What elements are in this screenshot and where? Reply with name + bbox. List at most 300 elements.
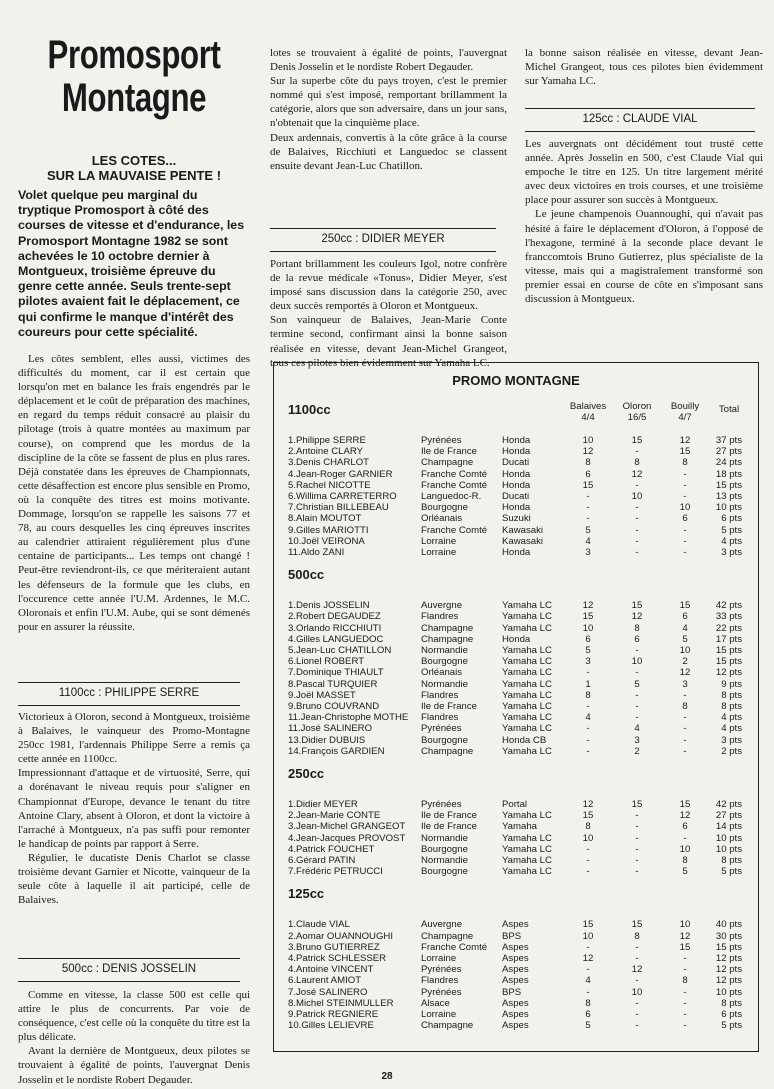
points-oloron: - [635, 941, 639, 953]
points-balaives: - [586, 855, 590, 866]
motorcycle: Yamaha LC [502, 745, 552, 757]
points-total: 3 pts [721, 734, 742, 746]
rider-name: 2.Aomar OUANNOUGHI [288, 930, 394, 942]
points-oloron: - [635, 866, 639, 878]
paragraph-125-1: Les auvergnats ont décidément tout trusté cette année. Après Josselin en 500, c'est Claude Vial qui empoche le titre en 125. Un titre largement mérité avec deux victoires en trois courses, et une troisième place pour assurer son succès à Montgueux. [525, 138, 763, 207]
points-oloron: - [635, 855, 639, 866]
motorcycle: Aspes [502, 975, 529, 987]
title-line-2: Montagne [61, 76, 207, 120]
region: Champagne [421, 633, 474, 645]
subheadline [18, 153, 250, 183]
points-balaives: 8 [585, 997, 591, 1009]
points-total: 6 pts [721, 513, 742, 525]
table-row [274, 656, 758, 667]
motorcycle: BPS [502, 930, 522, 942]
region: Bourgogne [421, 656, 468, 668]
region: Flandres [421, 611, 459, 623]
page-number: 28 [381, 1071, 393, 1082]
motorcycle: Yamaha LC [502, 723, 552, 735]
rider-name: 7.Dominique THIAULT [288, 667, 384, 679]
motorcycle: Yamaha LC [502, 678, 552, 690]
section-heading-250: 250cc : DIDIER MEYER [270, 228, 496, 252]
motorcycle: Honda [502, 502, 531, 514]
points-balaives: - [586, 843, 590, 855]
points-bouilly: - [683, 953, 687, 964]
points-oloron: - [635, 689, 639, 701]
motorcycle: Yamaha LC [502, 855, 552, 866]
points-oloron: 15 [631, 919, 643, 931]
points-bouilly: 10 [679, 919, 691, 931]
motorcycle: Yamaha LC [502, 712, 552, 724]
rider-name: 1.Claude VIAL [288, 919, 350, 931]
paragraph-500-2: Avant la dernière de Montgueux, deux pilotes se trouvaient à égalité de points, l'auvergnat Denis Josselin et le nordiste Robert Degauder. [18, 1045, 250, 1086]
paragraph-125-2: Le jeune champenois Ouannoughi, qui n'avait pas hésité à faire le déplacement d'Oloron, à l'opposé de l'hexagone, terminé à la seconde place devant le franccomtois Bruno Gutierrez, plus spécialiste de la vitesse, mais qui a magistralement transformé son premier essai en course de côte en s'imposant sans discussion à Montgueux. [525, 208, 763, 306]
rider-name: 2.Jean-Marie CONTE [288, 810, 381, 822]
region: Normandie [421, 678, 468, 690]
table-row [274, 1009, 758, 1020]
column-header: Bouilly 4/7 [670, 401, 700, 423]
table-row [274, 833, 758, 844]
rider-name: 6.Lionel ROBERT [288, 656, 365, 668]
table-row [274, 810, 758, 821]
points-balaives: 8 [585, 821, 591, 833]
points-bouilly: 4 [682, 622, 688, 634]
rider-name: 6.Gérard PATIN [288, 855, 356, 866]
region: Normandie [421, 645, 468, 656]
points-bouilly: - [683, 832, 687, 844]
title-line-1: Promosport [47, 33, 221, 77]
rider-name: 7.Frédéric PETRUCCI [288, 866, 383, 878]
region: Flandres [421, 975, 459, 987]
region: Ile de France [421, 446, 477, 458]
motorcycle: Aspes [502, 964, 529, 976]
points-bouilly: - [683, 734, 687, 746]
points-total: 33 pts [715, 611, 742, 623]
table-row [274, 469, 758, 480]
motorcycle: Kawasaki [502, 535, 544, 547]
region: Franche Comté [421, 479, 488, 491]
motorcycle: Honda [502, 468, 531, 480]
rider-name: 7.José SALINERO [288, 986, 368, 998]
points-total: 37 pts [715, 435, 742, 446]
points-bouilly: 8 [682, 701, 688, 712]
points-balaives: 10 [582, 930, 594, 942]
points-total: 4 pts [721, 723, 742, 735]
rider-name: 5.Jean-Luc CHATILLON [288, 645, 392, 656]
points-total: 2 pts [721, 745, 742, 757]
points-bouilly: 3 [682, 678, 688, 690]
points-bouilly: - [683, 547, 687, 558]
subhead-line-1: LES COTES... [91, 153, 177, 168]
motorcycle: Honda [502, 633, 531, 645]
points-oloron: 5 [634, 678, 640, 690]
points-oloron: - [635, 832, 639, 844]
points-balaives: 5 [585, 524, 591, 536]
rider-name: 11.Jean-Christophe MOTHE [288, 712, 409, 724]
category-heading: 1100cc [288, 402, 331, 417]
motorcycle: Aspes [502, 953, 529, 964]
points-total: 12 pts [715, 975, 742, 987]
paragraph-250-continued: la bonne saison réalisée en vitesse, devant Jean-Michel Grangeot, tous ces pilotes bien évidemment sur Yamaha LC. [525, 47, 763, 88]
points-balaives: 4 [585, 712, 591, 724]
table-row [274, 513, 758, 524]
points-balaives: 6 [585, 468, 591, 480]
points-oloron: 15 [631, 435, 643, 446]
points-oloron: - [635, 953, 639, 964]
table-row [274, 998, 758, 1009]
rider-name: 4.Gilles LANGUEDOC [288, 633, 384, 645]
rider-name: 6.Laurent AMIOT [288, 975, 362, 987]
rider-name: 8.Pascal TURQUIER [288, 678, 378, 690]
motorcycle: Aspes [502, 919, 529, 931]
rider-name: 1.Didier MEYER [288, 799, 358, 810]
points-total: 24 pts [715, 457, 742, 469]
points-bouilly: - [683, 723, 687, 735]
points-oloron: - [635, 821, 639, 833]
points-balaives: 10 [582, 435, 594, 446]
points-balaives: 10 [582, 832, 594, 844]
table-row [274, 1020, 758, 1031]
region: Pyrénées [421, 723, 462, 735]
table-row [274, 611, 758, 622]
points-balaives: - [586, 491, 590, 502]
points-oloron: 12 [631, 468, 643, 480]
points-total: 40 pts [715, 919, 742, 931]
table-row [274, 735, 758, 746]
points-bouilly: 12 [679, 810, 691, 822]
points-total: 5 pts [721, 1020, 742, 1032]
rider-name: 4.Antoine VINCENT [288, 964, 374, 976]
table-row [274, 536, 758, 547]
points-total: 17 pts [715, 633, 742, 645]
rider-name: 2.Robert DEGAUDEZ [288, 611, 381, 623]
motorcycle: Honda [502, 479, 531, 491]
lead-paragraph: Volet quelque peu marginal du tryptique Promosport à côté des courses de vitesse et d'endurance, les Promosport Montagne 1982 se sont achevées le 10 octobre dernier à Montgueux, troisième épreuve du genre cette année. Seuls trente-sept pilotes avaient fait le déplacement, ce qui confirme le manque d'intérêt des coureurs pour cette spécialité. [18, 188, 245, 339]
points-total: 10 pts [715, 986, 742, 998]
column-header: Oloron 16/5 [622, 401, 652, 423]
table-row [274, 723, 758, 734]
motorcycle: Yamaha [502, 821, 538, 833]
points-bouilly: 6 [682, 821, 688, 833]
motorcycle: Yamaha LC [502, 810, 552, 822]
motorcycle: Yamaha LC [502, 645, 552, 656]
points-bouilly: 10 [679, 502, 691, 514]
points-total: 14 pts [715, 821, 742, 833]
table-row [274, 866, 758, 877]
points-bouilly: 15 [679, 941, 691, 953]
table-row [274, 502, 758, 513]
points-bouilly: - [683, 479, 687, 491]
table-row [274, 821, 758, 832]
region: Lorraine [421, 1009, 457, 1020]
points-total: 8 pts [721, 689, 742, 701]
points-oloron: - [635, 712, 639, 724]
table-row [274, 987, 758, 998]
table-row [274, 634, 758, 645]
paragraph-1100-2: Impressionnant d'attaque et de virtuosité, Serre, qui a dorénavant le niveau requis pour s'aligner en Championnat d'Europe, devance le tenant du titre Antoine Clary, absent à Oloron, et dont la victoire à l'arraché à Montgueux, n'a pas suffi pour remonter le handicap de points par rapport à Serre. [18, 767, 250, 850]
motorcycle: Ducati [502, 491, 530, 502]
motorcycle: Portal [502, 799, 528, 810]
points-oloron: - [635, 502, 639, 514]
rider-name: 10.Gilles LELIEVRE [288, 1020, 374, 1032]
points-balaives: 12 [582, 953, 594, 964]
points-oloron: 10 [631, 986, 643, 998]
points-balaives: 4 [585, 535, 591, 547]
points-bouilly: 5 [682, 866, 688, 878]
motorcycle: Aspes [502, 1009, 529, 1020]
region: Auvergne [421, 919, 463, 931]
paragraph-500-4: Deux ardennais, convertis à la côte grâce à la course de Balaives, Ricchiuti et Languedoc se classent ensuite devant Jean-Luc Chatillon. [270, 131, 507, 172]
points-balaives: 4 [585, 975, 591, 987]
rider-name: 11.Aldo ZANI [288, 547, 345, 558]
points-total: 10 pts [715, 832, 742, 844]
points-balaives: - [586, 701, 590, 712]
motorcycle: Yamaha LC [502, 622, 552, 634]
region: Pyrénées [421, 799, 462, 810]
points-bouilly: 10 [679, 843, 691, 855]
rider-name: 3.Bruno GUTIERREZ [288, 941, 380, 953]
section-heading-1100: 1100cc : PHILIPPE SERRE [18, 682, 240, 706]
points-total: 4 pts [721, 712, 742, 724]
points-balaives: 5 [585, 1020, 591, 1032]
rider-name: 9.Gilles MARIOTTI [288, 524, 369, 536]
points-balaives: - [586, 734, 590, 746]
points-bouilly: 8 [682, 855, 688, 866]
rider-name: 5.Rachel NICOTTE [288, 479, 371, 491]
points-bouilly: 8 [682, 975, 688, 987]
points-total: 12 pts [715, 667, 742, 679]
table-row [274, 623, 758, 634]
points-total: 10 pts [715, 502, 742, 514]
region: Flandres [421, 712, 459, 724]
motorcycle: Ducati [502, 457, 530, 469]
region: Normandie [421, 832, 468, 844]
motorcycle: Yamaha LC [502, 866, 552, 878]
region: Lorraine [421, 547, 457, 558]
points-total: 12 pts [715, 964, 742, 976]
rider-name: 9.Patrick REGNIERE [288, 1009, 379, 1020]
motorcycle: Honda [502, 547, 531, 558]
region: Lorraine [421, 535, 457, 547]
points-bouilly: - [683, 986, 687, 998]
motorcycle: Honda [502, 435, 531, 446]
points-balaives: 6 [585, 633, 591, 645]
motorcycle: Aspes [502, 941, 529, 953]
points-oloron: - [635, 997, 639, 1009]
paragraph-1100-1: Victorieux à Oloron, second à Montgueux, troisième à Balaives, le vainqueur des Promo-Montagne 250cc 1981, l'ardennais Philippe Serre a remis ça cette année en 1100cc. [18, 711, 250, 766]
points-oloron: 3 [634, 734, 640, 746]
points-total: 27 pts [715, 446, 742, 458]
table-row [274, 844, 758, 855]
region: Ile de France [421, 821, 477, 833]
table-title: PROMO MONTAGNE [452, 373, 580, 388]
points-oloron: 12 [631, 611, 643, 623]
region: Champagne [421, 457, 474, 469]
rider-name: 9.Joël MASSET [288, 689, 356, 701]
rider-name: 4.Patrick FOUCHET [288, 843, 375, 855]
rider-name: 13.Didier DUBUIS [288, 734, 366, 746]
region: Champagne [421, 622, 474, 634]
region: Bourgogne [421, 843, 468, 855]
points-oloron: 10 [631, 491, 643, 502]
points-total: 15 pts [715, 645, 742, 656]
table-row [274, 446, 758, 457]
points-balaives: 10 [582, 622, 594, 634]
points-bouilly: - [683, 491, 687, 502]
table-row [274, 600, 758, 611]
table-row [274, 645, 758, 656]
region: Bourgogne [421, 866, 468, 878]
motorcycle: Kawasaki [502, 524, 544, 536]
motorcycle: Aspes [502, 997, 529, 1009]
table-row [274, 712, 758, 723]
points-total: 30 pts [715, 930, 742, 942]
points-oloron: - [635, 667, 639, 679]
points-bouilly: 15 [679, 799, 691, 810]
category-heading: 125cc [288, 886, 325, 902]
motorcycle: Yamaha LC [502, 701, 552, 712]
region: Pyrénées [421, 986, 462, 998]
points-balaives: 8 [585, 689, 591, 701]
points-total: 12 pts [715, 953, 742, 964]
points-oloron: - [635, 513, 639, 525]
region: Bourgogne [421, 502, 468, 514]
rider-name: 2.Antoine CLARY [288, 446, 364, 458]
points-oloron: - [635, 446, 639, 458]
points-bouilly: 12 [679, 667, 691, 679]
region: Champagne [421, 745, 474, 757]
column-header: Balaives 4/4 [569, 401, 607, 423]
points-bouilly: 15 [679, 600, 691, 612]
points-total: 6 pts [721, 1009, 742, 1020]
points-balaives: - [586, 941, 590, 953]
points-oloron: - [635, 645, 639, 656]
points-balaives: 15 [582, 810, 594, 822]
region: Franche Comté [421, 468, 488, 480]
rider-name: 4.Patrick SCHLESSER [288, 953, 387, 964]
points-oloron: 6 [634, 633, 640, 645]
rider-name: 8.Michel STEINMULLER [288, 997, 394, 1009]
points-oloron: 8 [634, 457, 640, 469]
table-row [274, 679, 758, 690]
points-bouilly: 2 [682, 656, 688, 668]
points-oloron: - [635, 810, 639, 822]
region: Bourgogne [421, 734, 468, 746]
rider-name: 3.Jean-Michel GRANGEOT [288, 821, 406, 833]
points-total: 9 pts [721, 678, 742, 690]
points-balaives: - [586, 745, 590, 757]
region: Lorraine [421, 953, 457, 964]
region: Pyrénées [421, 964, 462, 976]
points-bouilly: - [683, 689, 687, 701]
region: Ile de France [421, 701, 477, 712]
paragraph-1100-3: Régulier, le ducatiste Denis Charlot se classe troisième devant Garnier et Nicotte, vainqueur de la seule côte à laquelle il ait participé, celle de Balaives. [18, 851, 250, 907]
region: Ile de France [421, 810, 477, 822]
rider-name: 8.Alain MOUTOT [288, 513, 362, 525]
points-bouilly: - [683, 712, 687, 724]
motorcycle: Aspes [502, 1020, 529, 1032]
motorcycle: Yamaha LC [502, 656, 552, 668]
rider-name: 1.Philippe SERRE [288, 435, 366, 446]
rider-name: 3.Denis CHARLOT [288, 457, 370, 469]
points-oloron: - [635, 1009, 639, 1020]
table-row [274, 855, 758, 866]
points-oloron: 10 [631, 656, 643, 668]
points-bouilly: 8 [682, 457, 688, 469]
points-total: 5 pts [721, 524, 742, 536]
region: Franche Comté [421, 941, 488, 953]
points-bouilly: - [683, 468, 687, 480]
points-total: 15 pts [715, 656, 742, 668]
points-total: 15 pts [715, 941, 742, 953]
paragraph-250-2: Son vainqueur de Balaives, Jean-Marie Conte termine second, confirmant ainsi la bonne saison réalisée en vitesse, devant Jean-Michel Grangeot, tous ces pilotes bien évidemment sur Yamaha LC. [270, 314, 507, 369]
points-bouilly: 6 [682, 513, 688, 525]
points-balaives: - [586, 513, 590, 525]
motorcycle: Yamaha LC [502, 843, 552, 855]
points-bouilly: 15 [679, 446, 691, 458]
motorcycle: Suzuki [502, 513, 531, 525]
motorcycle: Yamaha LC [502, 611, 552, 623]
region: Normandie [421, 855, 468, 866]
region: Franche Comté [421, 524, 488, 536]
column-header: Total [718, 404, 740, 415]
region: Pyrénées [421, 435, 462, 446]
region: Champagne [421, 930, 474, 942]
points-oloron: 2 [634, 745, 640, 757]
region: Alsace [421, 997, 450, 1009]
points-bouilly: - [683, 524, 687, 536]
table-row [274, 480, 758, 491]
points-balaives: 15 [582, 611, 594, 623]
points-bouilly: 6 [682, 611, 688, 623]
points-total: 8 pts [721, 997, 742, 1009]
points-bouilly: - [683, 745, 687, 757]
points-total: 3 pts [721, 547, 742, 558]
region: Auvergne [421, 600, 463, 612]
points-oloron: - [635, 547, 639, 558]
points-oloron: 4 [634, 723, 640, 735]
points-bouilly: - [683, 964, 687, 976]
paragraph-250-1: Portant brillamment les couleurs Igol, notre confrère de la revue médicale «Tonus», Didier Meyer, s'est imposé sans discussion dans la catégorie 250, avec deux succès remportés à Oloron et Montgueux. [270, 258, 507, 313]
paragraph-500-continued: lotes se trouvaient à égalité de points, l'auvergnat Denis Josselin et le nordiste Robert Degauder. [270, 47, 507, 74]
category-heading: 250cc [288, 766, 325, 781]
points-balaives: - [586, 723, 590, 735]
points-bouilly: - [683, 1009, 687, 1020]
rider-name: 6.Willima CARRETERRO [288, 491, 397, 502]
rider-name: 3.Orlando RICCHIUTI [288, 622, 382, 634]
points-balaives: 15 [582, 479, 594, 491]
points-balaives: - [586, 986, 590, 998]
points-total: 8 pts [721, 855, 742, 866]
region: Languedoc-R. [421, 491, 482, 502]
table-row [274, 701, 758, 712]
table-row [274, 525, 758, 536]
points-bouilly: 12 [679, 930, 691, 942]
motorcycle: Honda [502, 446, 531, 458]
table-row [274, 964, 758, 975]
points-total: 13 pts [715, 491, 742, 502]
points-total: 42 pts [715, 600, 742, 612]
category-heading: 500cc [288, 567, 325, 583]
section-heading-500: 500cc : DENIS JOSSELIN [18, 958, 240, 982]
motorcycle: Yamaha LC [502, 689, 552, 701]
rider-name: 11.José SALINERO [288, 723, 373, 735]
points-oloron: - [635, 843, 639, 855]
points-balaives: - [586, 964, 590, 976]
motorcycle: Yamaha LC [502, 667, 552, 679]
table-row [274, 919, 758, 930]
motorcycle: BPS [502, 986, 522, 998]
